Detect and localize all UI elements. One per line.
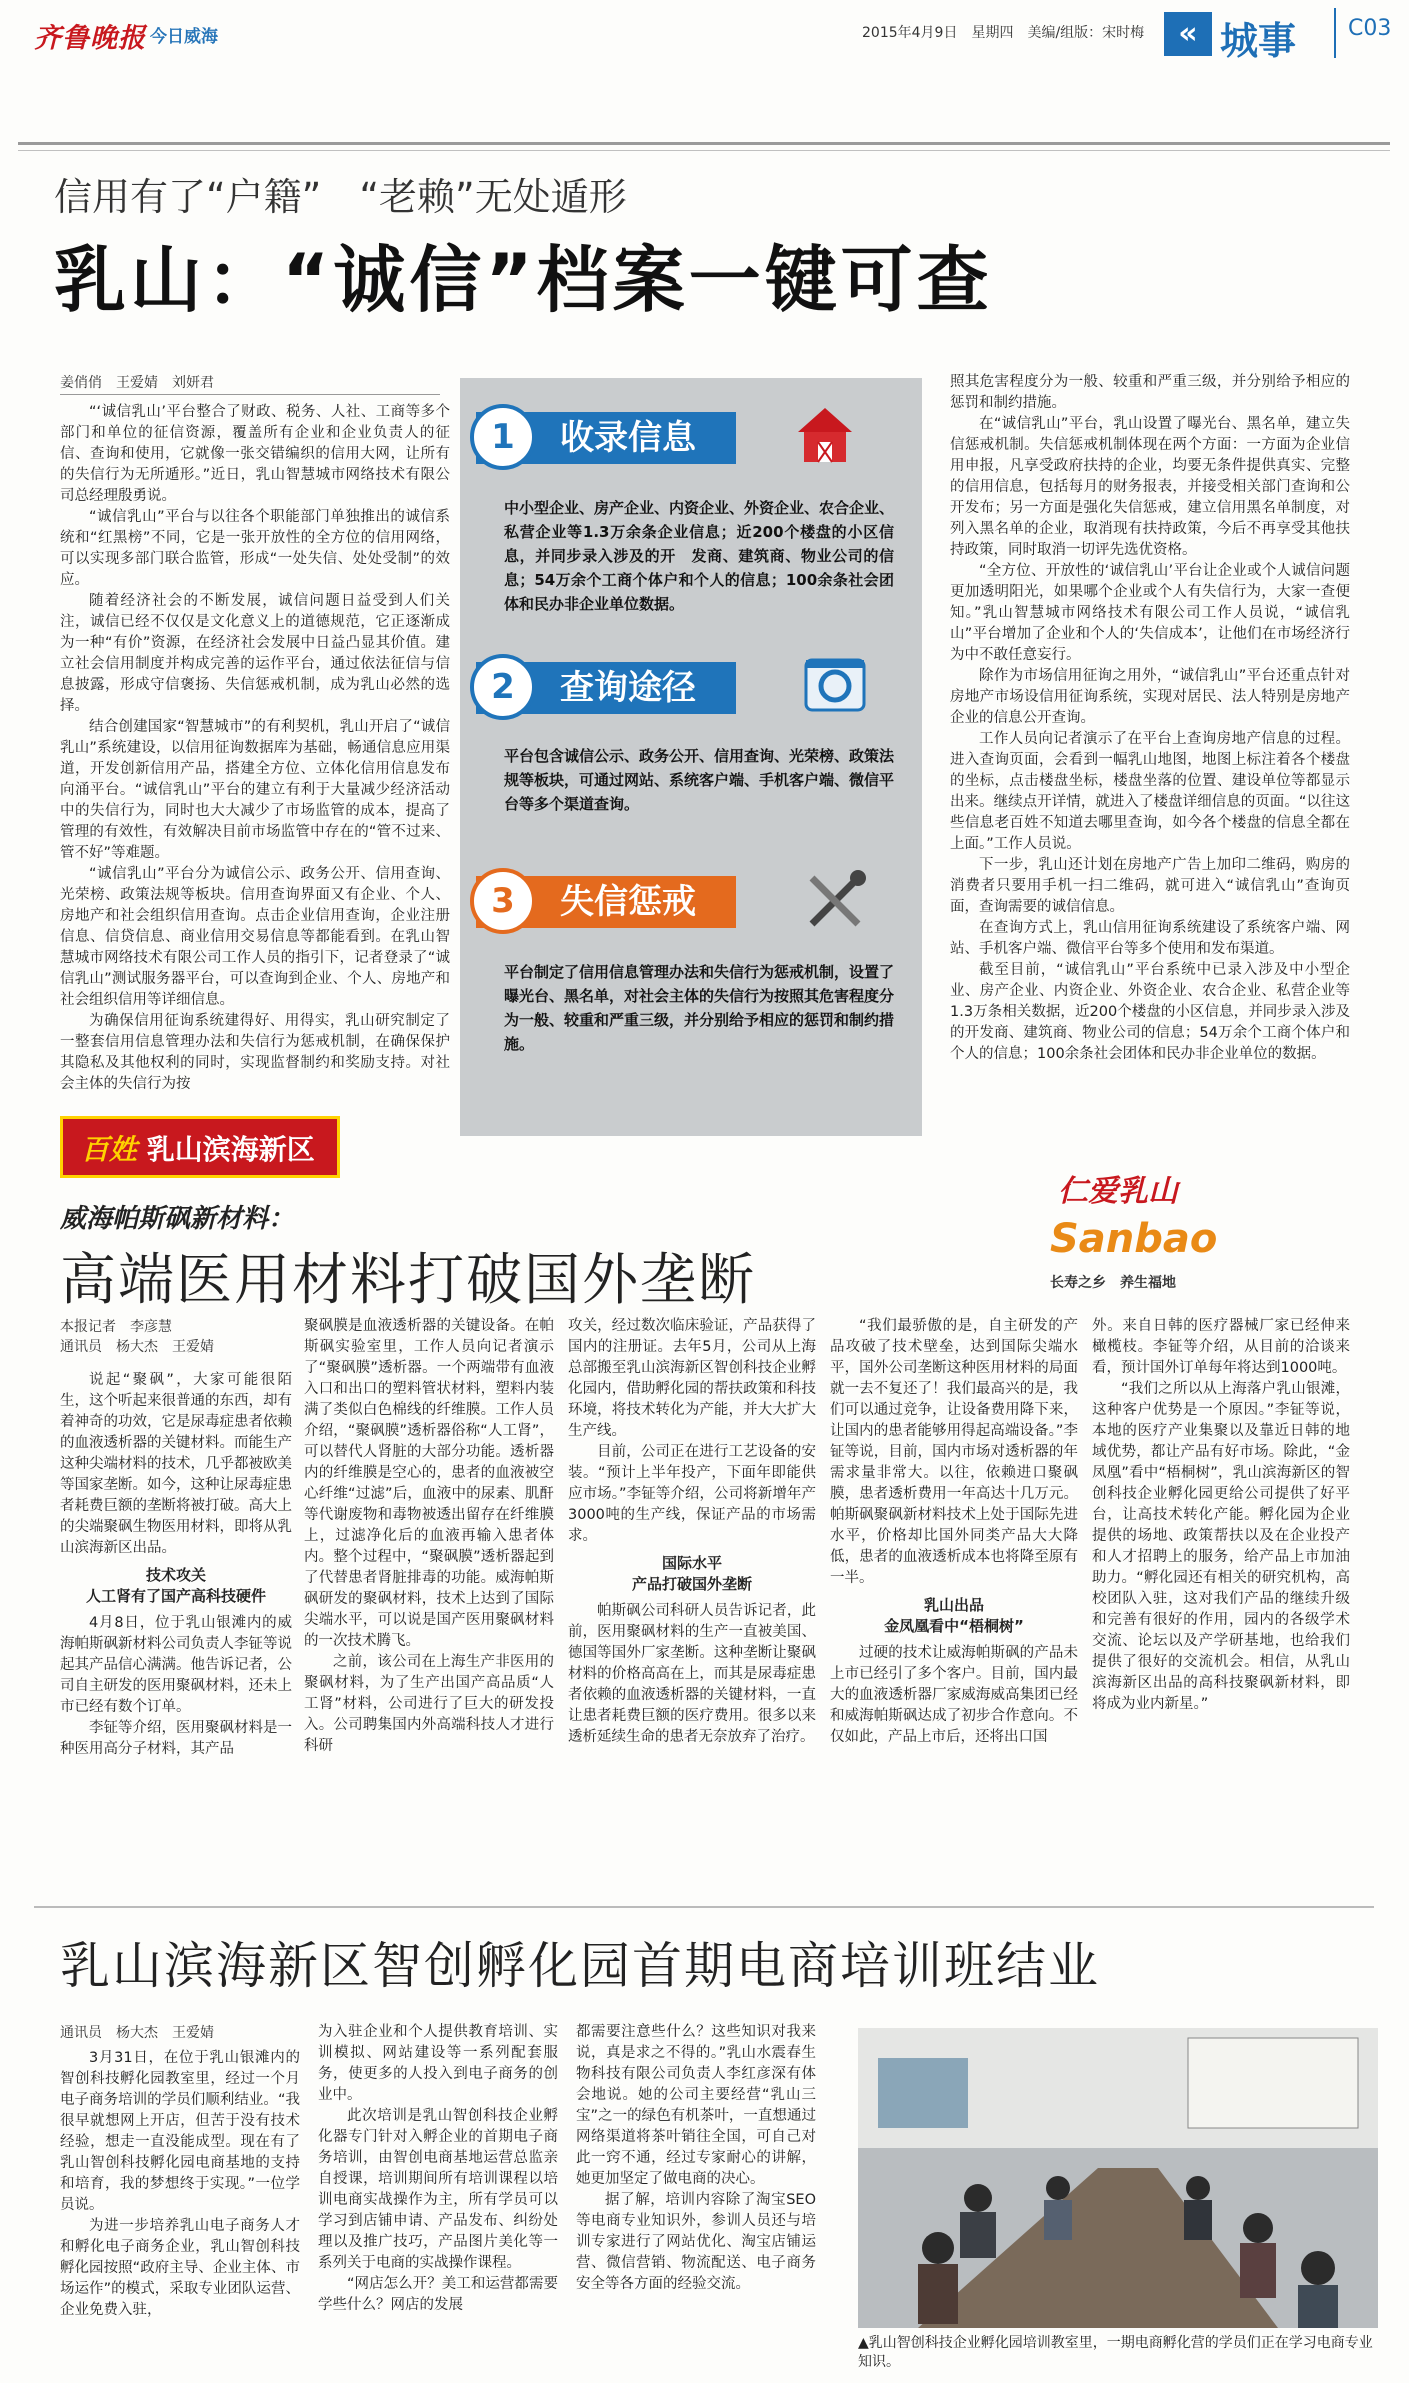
article2-title: 高端医用材料打破国外垄断 (60, 1248, 756, 1313)
paragraph: 过硬的技术让威海帕斯砜的产品未上市已经引了多个客户。目前，国内最大的血液透析器厂家威海威高集团已经和威海帕斯砜达成了初步合作意向。不仅如此，产品上市后，还将出口国 (830, 1645, 1078, 1745)
masthead-logo: 齐鲁晚报 (34, 23, 146, 54)
classroom-illustration (858, 2028, 1378, 2328)
info-title: 查询途径 (560, 668, 696, 708)
article3-col1 (60, 2048, 300, 2321)
paragraph: 此次培训是乳山智创科技企业孵化器专门针对入孵企业的首期电子商务培训，由智创电商基地运营总监亲自授课，培训期间所有培训课程以培训电商实战操作为主，所有学员可以学习到店铺申请、产品发布、纠纷处理以及推广技巧，产品图片美化等一系列关于电商的实战操作课程。 (318, 2108, 558, 2271)
article3-title: 乳山滨海新区智创孵化园首期电商培训班结业 (60, 1937, 1100, 1995)
paragraph: “‘诚信乳山’平台整合了财政、税务、人社、工商等多个部门和单位的征信资源，覆盖所有企业和企业负责人的征信、查询和使用，它就像一张交错编织的信用大网，让所有的失信行为无所遁形。”近日，乳山智慧城市网络技术有限公司总经理殷勇说。 (60, 404, 450, 504)
browser-icon (800, 650, 870, 720)
divider (18, 150, 1390, 151)
paragraph: “我们之所以从上海落户乳山银滩，这种客户优势是一个原因。”李钲等说，本地的医疗产业集聚以及靠近日韩的地域优势，都让产品有好市场。除此，“金凤凰”看中“梧桐树”，乳山滨海新区的智创科技企业孵化园更给公司提供了好平台，让高技术转化产能。孵化园为企业提供的场地、政策帮扶以及在企业投产和人才招聘上的服务，给产品上市加油助力。“孵化园还有相关的研究机构，高校团队入驻，这对我们产品的继续升级和完善有很好的作用，园内的各级学术交流、论坛以及产学研基地，也给我们提供了很好的交流机会。相信，从乳山滨海新区出品的高科技聚砜新材料，即将成为业内新星。” (1092, 1381, 1350, 1712)
article3-col2 (318, 2022, 558, 2316)
paragraph: 在查询方式上，乳山信用征询系统建设了系统客户端、网站、手机客户端、微信平台等多个使用和发布渠道。 (950, 920, 1350, 957)
info-title: 收录信息 (560, 418, 696, 458)
divider (18, 142, 1390, 145)
paragraph: 除作为市场信用征询之用外，“诚信乳山”平台还重点针对房地产市场设信用征询系统，实现对居民、法人特别是房地产企业的信息公开查询。 (950, 668, 1350, 726)
paragraph: 帕斯砜公司科研人员告诉记者，此前，医用聚砜材料的生产一直被美国、德国等国外厂家垄断。这种垄断让聚砜材料的价格高高在上，而其是尿毒症患者依赖的血液透析器的关键材料，一直让患者耗费巨额的医疗费用。很多以来透析延续生命的患者无奈放弃了治疗。 (568, 1603, 816, 1745)
info-box (460, 378, 922, 1136)
paragraph: 攻关，经过数次临床验证，产品获得了国内的注册证。去年5月，公司从上海总部搬至乳山滨海新区智创科技企业孵化园内，借助孵化园的帮扶政策和科技环境，将技术转化为产能，并大大扩大生产线。 (568, 1318, 816, 1439)
paragraph: 为确保信用征询系统建得好、用得实，乳山研究制定了一整套信用信息管理办法和失信行为惩戒机制，在确保保护其隐私及其他权利的同时，实现监督制约和奖励支持。对社会主体的失信行为按 (60, 1013, 450, 1092)
section-subhead: 乳山出品 金凤凰看中“梧桐树” (884, 1596, 1024, 1635)
article2-col3 (568, 1316, 816, 1748)
info-text-3: 平台制定了信用信息管理办法和失信行为惩戒机制，设置了曝光台、黑名单，对社会主体的失信行为按照其危害程度分为一般、较重和严重三级，并分别给予相应的惩罚和制约措施。 (504, 963, 895, 1053)
info-text-2: 平台包含诚信公示、政务公开、信用查询、光荣榜、政策法规等板块，可通过网站、系统客户端、手机客户端、微信平台等多个渠道查询。 (504, 747, 895, 813)
paragraph: “诚信乳山”平台分为诚信公示、政务公开、信用查询、光荣榜、政策法规等板块。信用查询界面又有企业、个人、房地产和社会组织信用查询。点击企业信用查询，企业注册信息、信贷信息、商业信用交易信息等都能看到。在乳山智慧城市网络技术有限公司工作人员的指引下，记者登录了“诚信乳山”测试服务器平台，可以查询到企业、个人、房地产和社会组织信用等详细信息。 (60, 866, 450, 1008)
article2-col4 (830, 1316, 1078, 1748)
paragraph: “网店怎么开？美工和运营都需要学些什么？网店的发展 (318, 2276, 558, 2313)
edition-label: 今日威海 (150, 27, 218, 47)
article3-byline: 通讯员 杨大杰 王爱婧 (60, 2025, 214, 2041)
divider (1334, 8, 1336, 58)
page-number: C03 (1348, 16, 1392, 41)
article2-byline: 本报记者 李彦慧 (60, 1319, 172, 1335)
article2-col1 (60, 1370, 292, 1760)
paragraph: 结合创建国家“智慧城市”的有利契机，乳山开启了“诚信乳山”系统建设，以信用征询数据库为基础，畅通信息应用渠道，开发创新信用产品，搭建全方位、立体化信用信息发布向涌平台。“诚信乳山”平台的建立有利于大量减少经济活动中的失信行为，同时也大大减少了市场监管的成本，提高了管理的有效性，有效解决目前市场监管中存在的“管不过来、管不好”等难题。 (60, 719, 450, 861)
paragraph: 4月8日，位于乳山银滩内的威海帕斯砜新材料公司负责人李钲等说起其产品信心满满。他告诉记者，公司自主研发的医用聚砜材料，还未上市已经有数个订单。 (60, 1615, 292, 1715)
divider (34, 1906, 1374, 1908)
banner-text: 乳山滨海新区 (146, 1133, 315, 1166)
paragraph: 截至目前，“诚信乳山”平台系统中已录入涉及中小型企业、房产企业、内资企业、外资企业、农合企业、私营企业等1.3万条相关数据，近200个楼盘的小区信息，并同步录入涉及的开发商、建筑商、物业公司的信息；54万余个工商个体户和个人的信息；100余条社会团体和民办非企业单位的数据。 (950, 962, 1350, 1062)
paragraph: 在“诚信乳山”平台，乳山设置了曝光台、黑名单，建立失信惩戒机制。失信惩戒机制体现在两个方面：一方面为企业信用申报，凡享受政府扶持的企业，均要无条件提供真实、完整的信用信息，包括每月的财务报表，并接受相关部门查询和公开发布；另一方面是强化失信惩戒，建立信用黑名单制度，对列入黑名单的企业，取消现有扶持政策，今后不再享受其他扶持政策，同时取消一切评先选优资格。 (950, 416, 1350, 558)
paragraph: 为入驻企业和个人提供教育培训、实训模拟、网站建设等一系列配套服务，使更多的人投入到电子商务的创业中。 (318, 2024, 558, 2103)
paragraph: 都需要注意些什么？这些知识对我来说，真是求之不得的。”乳山水震春生物科技有限公司负责人李红彦深有体会地说。她的公司主要经营“乳山三宝”之一的绿色有机茶叶，一直想通过网络渠道将茶叶销往全国，可自己对此一窍不通，经过专家耐心的讲解，她更加坚定了做电商的决心。 (576, 2024, 816, 2187)
article2-col2 (304, 1316, 554, 1757)
info-text-1: 中小型企业、房产企业、内资企业、外资企业、农合企业、私营企业等1.3万余条企业信息；近200个楼盘的小区信息，并同步录入涉及的开 发商、建筑商、物业公司的信息；54万余个工商个体户和个人的信息；100余条社会团体和民办非企业单位数据。 (504, 499, 895, 613)
article3-col3 (576, 2022, 816, 2295)
article1-subtitle: 信用有了“户籍” “老赖”无处遁形 (54, 175, 627, 219)
paragraph: 目前，公司正在进行工艺设备的安装。“预计上半年投产，下面年即能供应市场。”李钲等介绍，公司将新增年产3000吨的生产线，保证产品的市场需求。 (568, 1444, 816, 1544)
tools-icon (800, 866, 870, 936)
article2-subtitle: 威海帕斯砜新材料： (60, 1204, 295, 1234)
training-classroom-photo (858, 2028, 1378, 2328)
divider (60, 394, 440, 395)
number-badge: 1 (470, 404, 536, 470)
sanbao-slogan: 仁爱乳山 (1058, 1174, 1178, 1209)
chevron-left-icon: « (1164, 12, 1212, 56)
info-title: 失信惩戒 (560, 882, 696, 922)
sanbao-logo: Sanbao (1050, 1216, 1218, 1262)
paragraph: 李钲等介绍，医用聚砜材料是一种医用高分子材料，其产品 (60, 1720, 292, 1757)
paragraph: 为进一步培养乳山电子商务人才和孵化电子商务企业，乳山智创科技孵化园按照“政府主导、企业主体、市场运作”的模式，采取专业团队运营、企业免费入驻， (60, 2218, 300, 2318)
section-subhead: 技术攻关 人工肾有了国产高科技硬件 (85, 1566, 266, 1605)
paragraph: 随着经济社会的不断发展，诚信问题日益受到人们关注，诚信已经不仅仅是文化意义上的道德规范，它正逐渐成为一种“有价”资源，在经济社会发展中日益凸显其价值。建立社会信用制度并构成完善的运作平台，通过依法征信与信息披露，形成守信褒扬、失信惩戒机制，成为乳山必然的选择。 (60, 593, 450, 714)
paragraph: “我们最骄傲的是，自主研发的产品攻破了技术壁垒，达到国际尖端水平，国外公司垄断这种医用材料的局面就一去不复还了！我们最高兴的是，我们可以通过竞争，让设备费用降下来，让国内的患者能够用得起高端设备。”李钲等说，目前，国内市场对透析器的年需求量非常大。以往，依赖进口聚砜膜，患者透析费用一年高达十几万元。帕斯砜聚砜新材料技术上处于国际先进水平，价格却比国外同类产品大大降低，患者的血液透析成本也将降至原有一半。 (830, 1318, 1078, 1586)
paragraph: 下一步，乳山还计划在房地产广告上加印二维码，购房的消费者只要用手机一扫二维码，就可进入“诚信乳山”查询页面，查询需要的诚信信息。 (950, 857, 1350, 915)
sanbao-tagline: 长寿之乡 养生福地 (1050, 1275, 1176, 1291)
paragraph: “全方位、开放性的‘诚信乳山’平台让企业或个人诚信问题更加透明阳光，如果哪个企业或个人有失信行为，大家一查便知。”乳山智慧城市网络技术有限公司工作人员说，“诚信乳山”平台增加了企业和个人的‘失信成本’，让他们在市场经济行为中不敢任意妄行。 (950, 563, 1350, 663)
section-title: 城事 (1220, 19, 1297, 63)
paragraph: 说起“聚砜”，大家可能很陌生，这个听起来很普通的东西，却有着神奇的功效，它是尿毒症患者依赖的血液透析器的关键材料。而能生产这种尖端材料的技术，几乎都被欧美等国家垄断。如今，这种让尿毒症患者耗费巨额的垄断将被打破。高大上的尖端聚砜生物医用材料，即将从乳山滨海新区出品。 (60, 1372, 292, 1556)
info-header-3 (476, 876, 736, 928)
number-badge: 3 (470, 868, 536, 934)
article1-title: 乳山：“诚信”档案一键可查 (54, 238, 993, 322)
column-banner (60, 1116, 340, 1178)
paragraph: 工作人员向记者演示了在平台上查询房地产信息的过程。进入查询页面，会看到一幅乳山地图，地图上标注着各个楼盘的坐标，点击楼盘坐标，楼盘坐落的位置、建设单位等都显示出来。继续点开详情，就进入了楼盘详细信息的页面。“以往这些信息老百姓不知道去哪里查询，如今各个楼盘的信息全都在上面。”工作人员说。 (950, 731, 1350, 852)
article2-byline: 通讯员 杨大杰 王爱婧 (60, 1339, 214, 1355)
paragraph: 聚砜膜是血液透析器的关键设备。在帕斯砜实验室里，工作人员向记者演示了“聚砜膜”透析器。一个两端带有血液入口和出口的塑料管状材料，塑料内装满了类似白色棉线的纤维膜。工作人员介绍，“聚砜膜”透析器俗称“人工肾”，可以替代人肾脏的大部分功能。透析器内的纤维膜是空心的，患者的血液被空心纤维“过滤”后，血液中的尿素、肌酐等代谢废物和毒物被透出留存在纤维膜上，过滤净化后的血液再输入患者体内。整个过程中，“聚砜膜”透析器起到了代替患者肾脏排毒的功能。威海帕斯砜研发的聚砜材料，技术上达到了国际尖端水平，可以说是国产医用聚砜材料的一次技术腾飞。 (304, 1318, 554, 1649)
barn-icon (790, 398, 860, 468)
info-header-2 (476, 662, 736, 714)
paragraph: “诚信乳山”平台与以往各个职能部门单独推出的诚信系统和“红黑榜”不同，它是一张开放性的全方位的信用网络，可以实现多部门联合监管，形成“一处失信、处处受制”的效应。 (60, 509, 450, 588)
article1-byline: 姜俏俏 王爱婧 刘妍君 (60, 375, 214, 391)
article1-col1 (60, 402, 450, 1095)
section-subhead: 国际水平 产品打破国外垄断 (631, 1554, 752, 1593)
number-badge: 2 (470, 654, 536, 720)
article2-col5 (1092, 1316, 1350, 1715)
paragraph: 据了解，培训内容除了淘宝SEO等电商专业知识外，参训人员还与培训专家进行了网站优化、淘宝店铺运营、微信营销、物流配送、电子商务安全等各方面的经验交流。 (576, 2192, 816, 2292)
paragraph: 3月31日，在位于乳山银滩内的智创科技孵化园教室里，经过一个月电子商务培训的学员们顺利结业。“我很早就想网上开店，但苦于没有技术经验，想走一直没能成型。现在有了乳山智创科技孵化园电商基地的支持和培育，我的梦想终于实现。”一位学员说。 (60, 2050, 300, 2213)
info-header-1 (476, 412, 736, 464)
photo-caption: ▲乳山智创科技企业孵化园培训教室里，一期电商孵化营的学员们正在学习电商专业知识。 (858, 2335, 1373, 2370)
article1-col3 (950, 372, 1350, 1065)
paragraph: 之前，该公司在上海生产非医用的聚砜材料，为了生产出国产高品质“人工肾”材料，公司进行了巨大的研发投入。公司聘集国内外高端科技人才进行科研 (304, 1654, 554, 1754)
banner-prefix: 百姓 (81, 1133, 138, 1166)
dateline: 2015年4月9日 星期四 美编/组版：宋时梅 (862, 25, 1145, 41)
paragraph: 外。来自日韩的医疗器械厂家已经伸来橄榄枝。李钲等介绍，从目前的洽谈来看，预计国外订单每年将达到1000吨。 (1092, 1318, 1350, 1376)
paragraph: 照其危害程度分为一般、较重和严重三级，并分别给予相应的惩罚和制约措施。 (950, 374, 1350, 411)
